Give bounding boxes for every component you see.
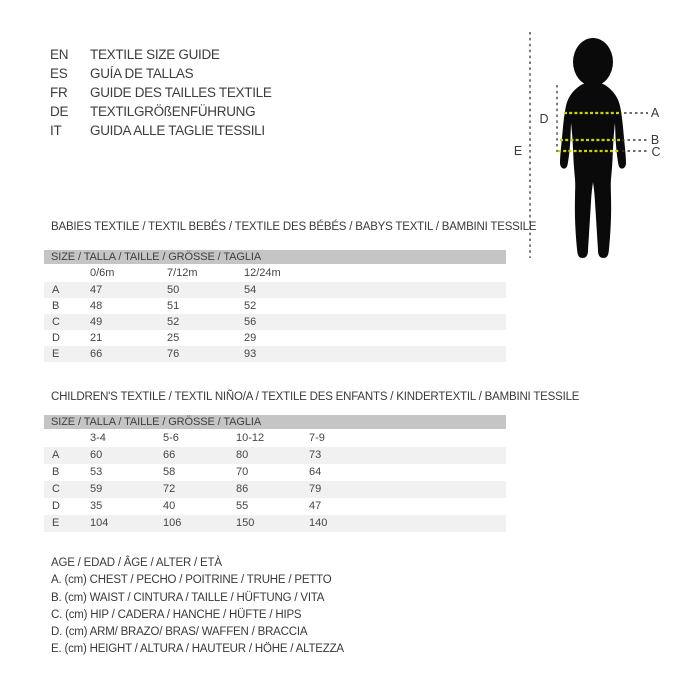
babies-size-header: SIZE / TALLA / TAILLE / GRÖSSE / TAGLIA [44, 250, 506, 264]
cell: 53 [90, 466, 103, 478]
row-label: C [52, 483, 60, 495]
label-chest-a: A [650, 106, 660, 120]
babies-col-12-24m: 12/24m [244, 267, 281, 279]
children-col-7-9: 7-9 [309, 432, 325, 444]
children-size-table [44, 415, 506, 532]
cell: 70 [236, 466, 249, 478]
table-row [44, 282, 506, 298]
lang-title: GUIDA ALLE TAGLIE TESSILI [90, 123, 265, 138]
legend-waist: B. (cm) WAIST / CINTURA / TAILLE / HÜFTUNG / VITA [51, 591, 325, 604]
table-row [44, 515, 506, 532]
lang-row-fr [50, 83, 272, 102]
children-col-5-6: 5-6 [163, 432, 179, 444]
cell: 150 [236, 517, 255, 529]
row-label: A [52, 449, 60, 461]
lang-row-es [50, 64, 272, 83]
table-row [44, 481, 506, 498]
lang-title: GUÍA DE TALLAS [90, 66, 194, 81]
legend-hip: C. (cm) HIP / CADERA / HANCHE / HÜFTE / HIPS [51, 608, 302, 621]
cell: 60 [90, 449, 103, 461]
cell: 72 [163, 483, 176, 495]
cell: 55 [236, 500, 249, 512]
legend-arm: D. (cm) ARM/ BRAZO/ BRAS/ WAFFEN / BRACCIA [51, 626, 308, 639]
cell: 93 [244, 348, 257, 360]
lang-code: DE [50, 104, 69, 119]
table-row [44, 464, 506, 481]
children-col-10-12: 10-12 [236, 432, 265, 444]
cell: 47 [90, 284, 103, 296]
cell: 76 [167, 348, 180, 360]
lang-row-de [50, 102, 272, 121]
row-label: B [52, 466, 60, 478]
label-hip-c: C [651, 145, 661, 159]
lang-title: TEXTILGRÖßENFÜHRUNG [90, 104, 256, 119]
babies-col-0-6m: 0/6m [90, 267, 115, 279]
row-label: C [52, 316, 60, 328]
children-table-title: CHILDREN'S TEXTILE / TEXTIL NIÑO/A / TEXTILE DES ENFANTS / KINDERTEXTIL / BAMBINI TESSILE [51, 391, 580, 403]
legend-age: AGE / EDAD / ÂGE / ALTER / ETÀ [51, 557, 222, 569]
cell: 66 [90, 348, 103, 360]
row-label: E [52, 517, 60, 529]
table-row [44, 330, 506, 346]
row-label: D [52, 332, 60, 344]
babies-size-table [44, 250, 506, 362]
cell: 54 [244, 284, 257, 296]
cell: 35 [90, 500, 103, 512]
language-title-list [50, 45, 272, 140]
lang-row-it [50, 121, 272, 140]
row-label: A [52, 284, 60, 296]
legend-chest: A. (cm) CHEST / PECHO / POITRINE / TRUHE / PETTO [51, 574, 332, 587]
table-row [44, 498, 506, 515]
cell: 52 [244, 300, 257, 312]
cell: 40 [163, 500, 176, 512]
cell: 73 [309, 449, 322, 461]
cell: 79 [309, 483, 322, 495]
children-col-3-4: 3-4 [90, 432, 106, 444]
lang-code: FR [50, 85, 68, 100]
cell: 56 [244, 316, 257, 328]
label-waist-b: B [650, 133, 660, 147]
cell: 49 [90, 316, 103, 328]
cell: 104 [90, 517, 109, 529]
row-label: B [52, 300, 60, 312]
cell: 66 [163, 449, 176, 461]
cell: 48 [90, 300, 103, 312]
cell: 51 [167, 300, 180, 312]
table-row [44, 314, 506, 330]
cell: 106 [163, 517, 182, 529]
lang-code: ES [50, 66, 68, 81]
legend-height: E. (cm) HEIGHT / ALTURA / HAUTEUR / HÖHE / ALTEZZA [51, 643, 344, 656]
row-label: D [52, 500, 60, 512]
cell: 58 [163, 466, 176, 478]
cell: 59 [90, 483, 103, 495]
table-row [44, 298, 506, 314]
children-size-header: SIZE / TALLA / TAILLE / GRÖSSE / TAGLIA [44, 415, 506, 429]
lang-row-en [50, 45, 272, 64]
cell: 21 [90, 332, 103, 344]
label-height-e: E [513, 144, 523, 158]
row-label: E [52, 348, 60, 360]
babies-col-7-12m: 7/12m [167, 267, 198, 279]
lang-title: GUIDE DES TAILLES TEXTILE [90, 85, 272, 100]
babies-table-title: BABIES TEXTILE / TEXTIL BEBÉS / TEXTILE DES BÉBÉS / BABYS TEXTIL / BAMBINI TESSILE [51, 221, 537, 233]
lang-code: EN [50, 47, 69, 62]
children-column-header-row [44, 429, 506, 447]
cell: 86 [236, 483, 249, 495]
cell: 80 [236, 449, 249, 461]
label-arm-d: D [539, 112, 549, 126]
babies-column-header-row [44, 264, 506, 282]
measurement-legend [51, 555, 344, 659]
cell: 29 [244, 332, 257, 344]
cell: 50 [167, 284, 180, 296]
cell: 47 [309, 500, 322, 512]
cell: 52 [167, 316, 180, 328]
child-silhouette [560, 38, 626, 258]
cell: 64 [309, 466, 322, 478]
lang-title: TEXTILE SIZE GUIDE [90, 47, 220, 62]
cell: 140 [309, 517, 328, 529]
table-row [44, 447, 506, 464]
table-row [44, 346, 506, 362]
lang-code: IT [50, 123, 62, 138]
cell: 25 [167, 332, 180, 344]
